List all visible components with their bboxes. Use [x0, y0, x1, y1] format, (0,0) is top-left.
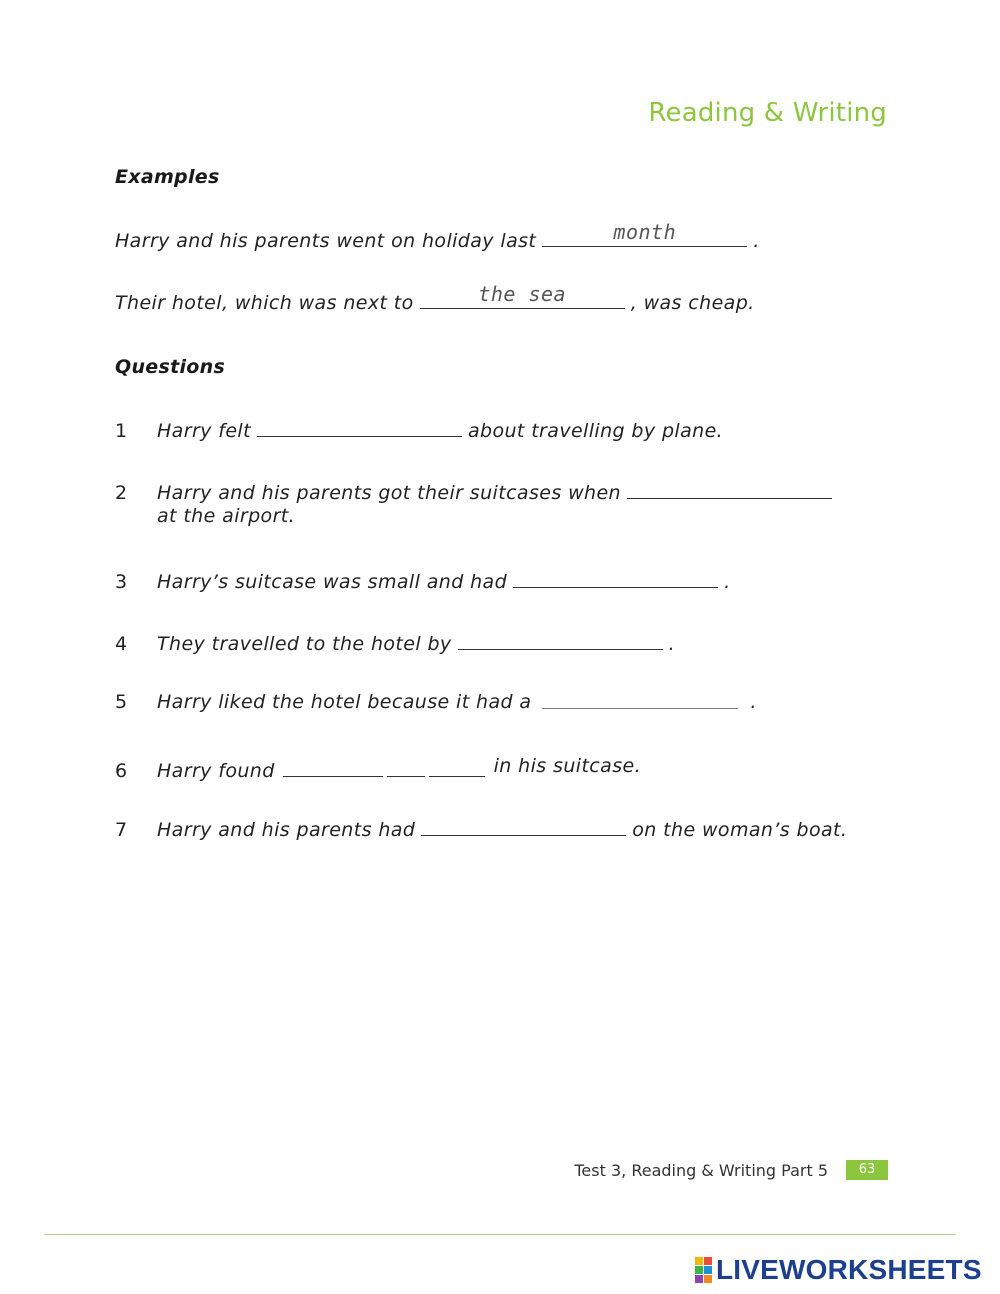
example-1-text: Harry and his parents went on holiday last [115, 230, 537, 252]
example-1-answer: month [613, 220, 677, 244]
footer-caption: Test 3, Reading & Writing Part 5 [574, 1161, 828, 1180]
page-title: Reading & Writing [648, 98, 887, 128]
question-1-end: about travelling by plane. [467, 420, 724, 442]
question-4-end: . [668, 633, 676, 655]
question-5 [115, 691, 757, 713]
question-6-answer-input-b[interactable] [387, 756, 425, 777]
question-6 [115, 756, 641, 782]
question-number: 7 [115, 819, 128, 841]
question-6-answer-input-a[interactable] [283, 756, 383, 777]
question-3-end: . [724, 571, 731, 593]
logo-text: LIVEWORKSHEETS [716, 1254, 982, 1285]
question-6-text: Harry found [157, 760, 275, 782]
question-5-answer-input-a[interactable] [542, 696, 662, 709]
question-6-end: in his suitcase. [493, 755, 642, 777]
question-number: 6 [115, 760, 128, 782]
question-4-text: They travelled to the hotel by [157, 633, 452, 655]
question-2-line2: at the airport. [157, 505, 296, 527]
example-1-blank [542, 220, 747, 247]
question-4 [115, 629, 675, 655]
question-number: 2 [115, 482, 128, 504]
question-2-answer-input[interactable] [627, 478, 832, 499]
question-3 [115, 567, 731, 593]
liveworksheets-logo[interactable] [695, 1256, 982, 1284]
question-5-answer-input-b[interactable] [662, 696, 738, 709]
question-number: 5 [115, 691, 128, 713]
question-6-answer-input-c[interactable] [429, 756, 485, 777]
example-2-end: , was cheap. [630, 292, 755, 314]
footer-divider [44, 1234, 956, 1235]
question-number: 1 [115, 420, 128, 442]
question-3-text: Harry’s suitcase was small and had [157, 571, 508, 593]
question-1 [115, 416, 723, 442]
logo-mark-icon [695, 1257, 712, 1283]
example-2 [115, 282, 755, 314]
question-7-text: Harry and his parents had [157, 819, 416, 841]
question-5-text: Harry liked the hotel because it had a [157, 691, 532, 713]
question-1-answer-input[interactable] [257, 416, 462, 437]
question-2 [115, 478, 838, 504]
example-1-end: . [753, 230, 760, 252]
question-7-answer-input[interactable] [421, 815, 626, 836]
question-1-text: Harry felt [157, 420, 251, 442]
question-4-answer-input[interactable] [458, 629, 663, 650]
question-7 [115, 815, 847, 841]
example-1 [115, 220, 760, 252]
example-2-blank [420, 282, 625, 309]
question-5-end: . [750, 691, 757, 713]
page-number: 63 [846, 1160, 888, 1180]
questions-heading: Questions [115, 356, 226, 378]
question-7-end: on the woman’s boat. [632, 819, 848, 841]
question-number: 4 [115, 633, 128, 655]
example-2-answer: the sea [478, 282, 567, 306]
example-2-text: Their hotel, which was next to [115, 292, 414, 314]
question-number: 3 [115, 571, 128, 593]
question-2-text: Harry and his parents got their suitcases when [157, 482, 621, 504]
examples-heading: Examples [115, 166, 220, 188]
question-3-answer-input[interactable] [513, 567, 718, 588]
